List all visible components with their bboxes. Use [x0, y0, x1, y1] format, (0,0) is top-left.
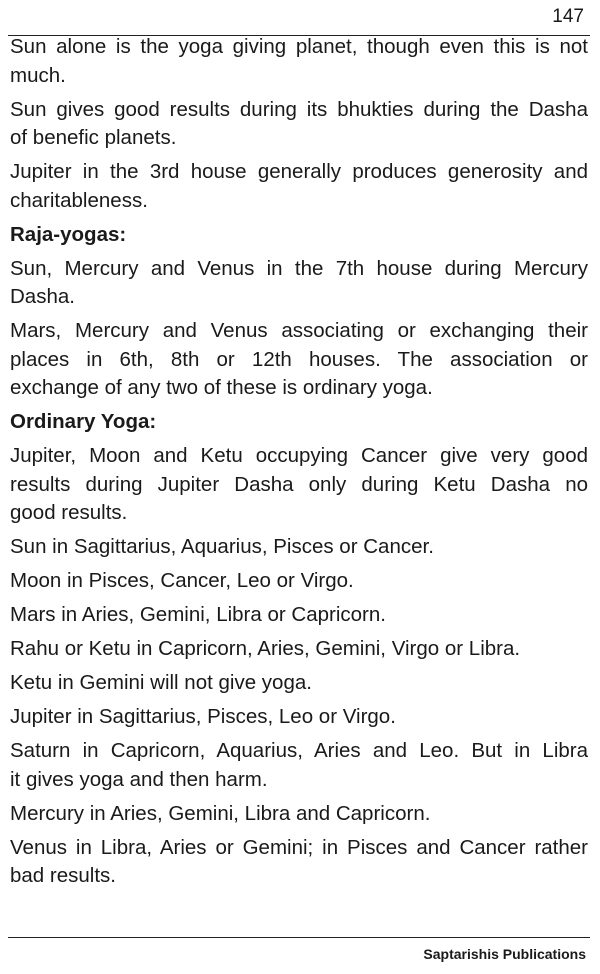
- paragraph: [10, 158, 588, 215]
- text-line: bad results.: [10, 864, 116, 887]
- text-line: Dasha.: [10, 285, 75, 308]
- paragraph: [10, 33, 588, 90]
- text-line: places in 6th, 8th or 12th houses. The association or: [10, 347, 588, 371]
- text-line: it gives yoga and then harm.: [10, 767, 268, 791]
- paragraph: [10, 800, 588, 829]
- section-heading: [10, 408, 588, 437]
- text-line: Mercury in Aries, Gemini, Libra and Capricorn.: [10, 801, 431, 825]
- paragraph: [10, 703, 588, 732]
- text-line: Sun alone is the yoga giving planet, though even this is not: [10, 35, 588, 58]
- text-line: Sun gives good results during its bhukties during the Dasha: [10, 97, 588, 121]
- section-heading: [10, 221, 588, 250]
- text-line: Rahu or Ketu in Capricorn, Aries, Gemini, Virgo or Libra.: [10, 637, 521, 660]
- paragraph: [10, 317, 588, 403]
- paragraph: [10, 567, 588, 596]
- text-line: Sun in Sagittarius, Aquarius, Pisces or Cancer.: [10, 535, 434, 558]
- paragraph: [10, 669, 588, 698]
- text-line: Jupiter in Sagittarius, Pisces, Leo or Virgo.: [10, 705, 396, 728]
- text-line: Ketu in Gemini will not give yoga.: [10, 671, 312, 694]
- text-line: charitableness.: [10, 188, 148, 212]
- paragraph: [10, 737, 588, 794]
- text-line: exchange of any two of these is ordinary yoga.: [10, 376, 433, 399]
- text-line: Jupiter, Moon and Ketu occupying Cancer give very good: [10, 444, 588, 467]
- text-line: Ordinary Yoga:: [10, 410, 157, 433]
- text-line: Moon in Pisces, Cancer, Leo or Virgo.: [10, 569, 354, 592]
- paragraph: [10, 96, 588, 153]
- page-number: 147: [552, 6, 584, 27]
- paragraph: [10, 442, 588, 528]
- paragraph: [10, 601, 588, 630]
- publisher-footer: Saptarishis Publications: [423, 946, 586, 962]
- text-line: much.: [10, 63, 66, 87]
- text-line: Mars in Aries, Gemini, Libra or Capricorn.: [10, 603, 386, 626]
- text-line: good results.: [10, 501, 128, 524]
- page-body: [10, 33, 588, 896]
- text-line: Saturn in Capricorn, Aquarius, Aries and Leo. But in Libra: [10, 739, 588, 762]
- text-line: results during Jupiter Dasha only during Ketu Dasha no: [10, 472, 588, 496]
- text-line: Venus in Libra, Aries or Gemini; in Pisces and Cancer rather: [10, 835, 588, 859]
- paragraph: [10, 533, 588, 562]
- paragraph: [10, 255, 588, 312]
- text-line: of benefic planets.: [10, 126, 177, 149]
- text-line: Mars, Mercury and Venus associating or exchanging their: [10, 319, 588, 342]
- paragraph: [10, 834, 588, 891]
- paragraph: [10, 635, 588, 664]
- text-line: Raja-yogas:: [10, 222, 127, 246]
- text-line: Jupiter in the 3rd house generally produces generosity and: [10, 160, 588, 183]
- footer-rule: [8, 937, 590, 938]
- text-line: Sun, Mercury and Venus in the 7th house during Mercury: [10, 256, 588, 280]
